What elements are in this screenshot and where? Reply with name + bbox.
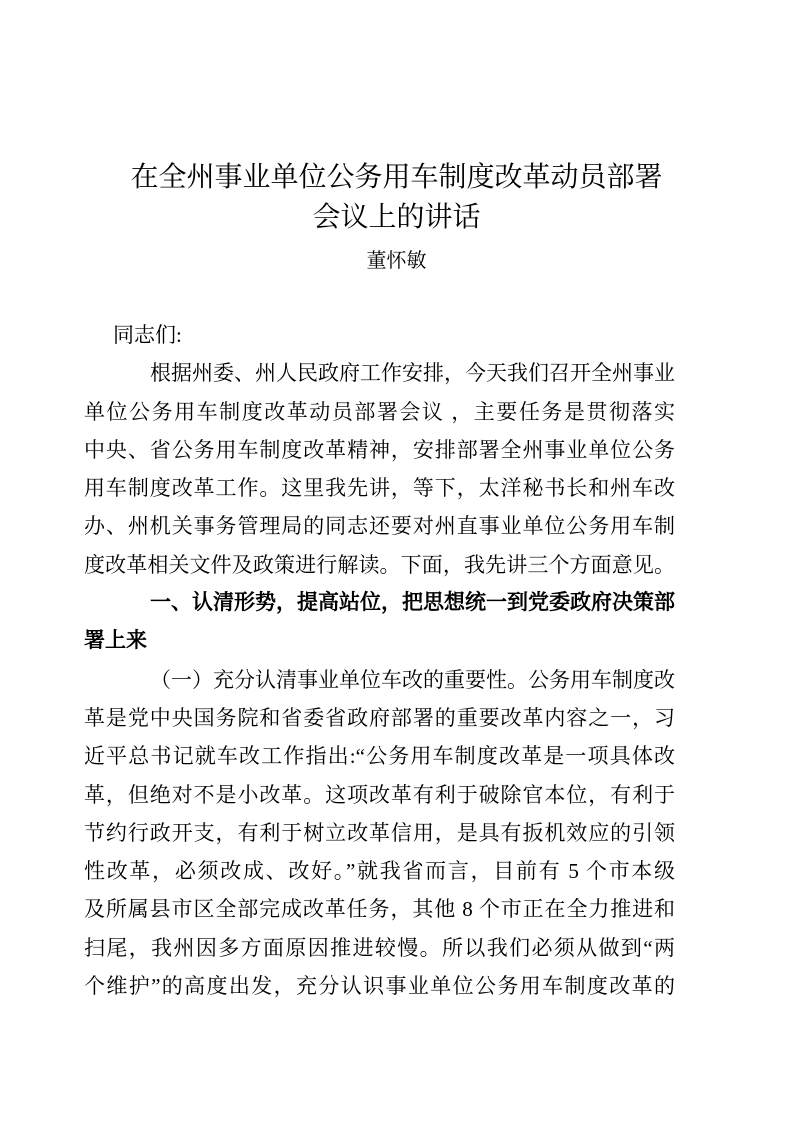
text-line: 根据州委、州人民政府工作安排，今天我们召开全州事业 [150,361,675,386]
text-line: 扫尾，我州因多方面原因推进较慢。所以我们必须从做到“两 [84,935,675,960]
text-line: 革，但绝对不是小改革。这项改革有利于破除官本位，有利于 [84,782,675,807]
text-line: 及所属县市区全部完成改革任务，其他 8 个市正在全力推进和 [84,897,675,922]
title-line-2: 会议上的讲话 [312,202,481,233]
subsection-lead: （一）充分认清事业单位车改的重要性。 [150,667,528,692]
paragraph-1 [84,354,675,584]
text-line: 度改革相关文件及政策进行解读。下面，我先讲三个方面意见。 [84,552,675,577]
text-line: 革是党中央国务院和省委省政府部署的重要改革内容之一，习 [84,705,675,730]
text-line: 用车制度改革工作。这里我先讲，等下，太洋秘书长和州车改 [84,476,675,501]
text-line: 性改革，必须改成、改好。”就我省而言，目前有 5 个市本级 [84,859,675,884]
document-title [0,158,793,238]
heading-line: 署上来 [84,629,147,653]
text-line: 中央、省公务用车制度改革精神，安排部署全州事业单位公务 [84,437,675,462]
title-line-1: 在全州事业单位公务用车制度改革动员部署 [130,162,663,193]
document-author: 董怀敏 [366,250,427,272]
text-line: 办、州机关事务管理局的同志还要对州直事业单位公务用车制 [84,514,675,539]
text-line: 近平总书记就车改工作指出:“公务用车制度改革是一项具体改 [84,744,675,769]
text-line: 节约行政开支，有利于树立改革信用，是具有扳机效应的引领 [84,820,675,845]
text-line: 个维护”的高度出发，充分认识事业单位公务用车制度改革的 [84,974,675,999]
salutation-line: 同志们: [113,323,182,347]
paragraph-2 [84,661,675,1006]
section-heading-1 [84,584,675,661]
text-line [84,661,675,699]
text-line: 单位公务用车制度改革动员部署会议 ，主要任务是贯彻落实 [84,399,675,424]
heading-line: 一、认清形势，提高站位，把思想统一到党委政府决策部 [150,591,675,615]
text-span: 公务用车制度改 [528,667,675,692]
document-body [84,316,675,1005]
